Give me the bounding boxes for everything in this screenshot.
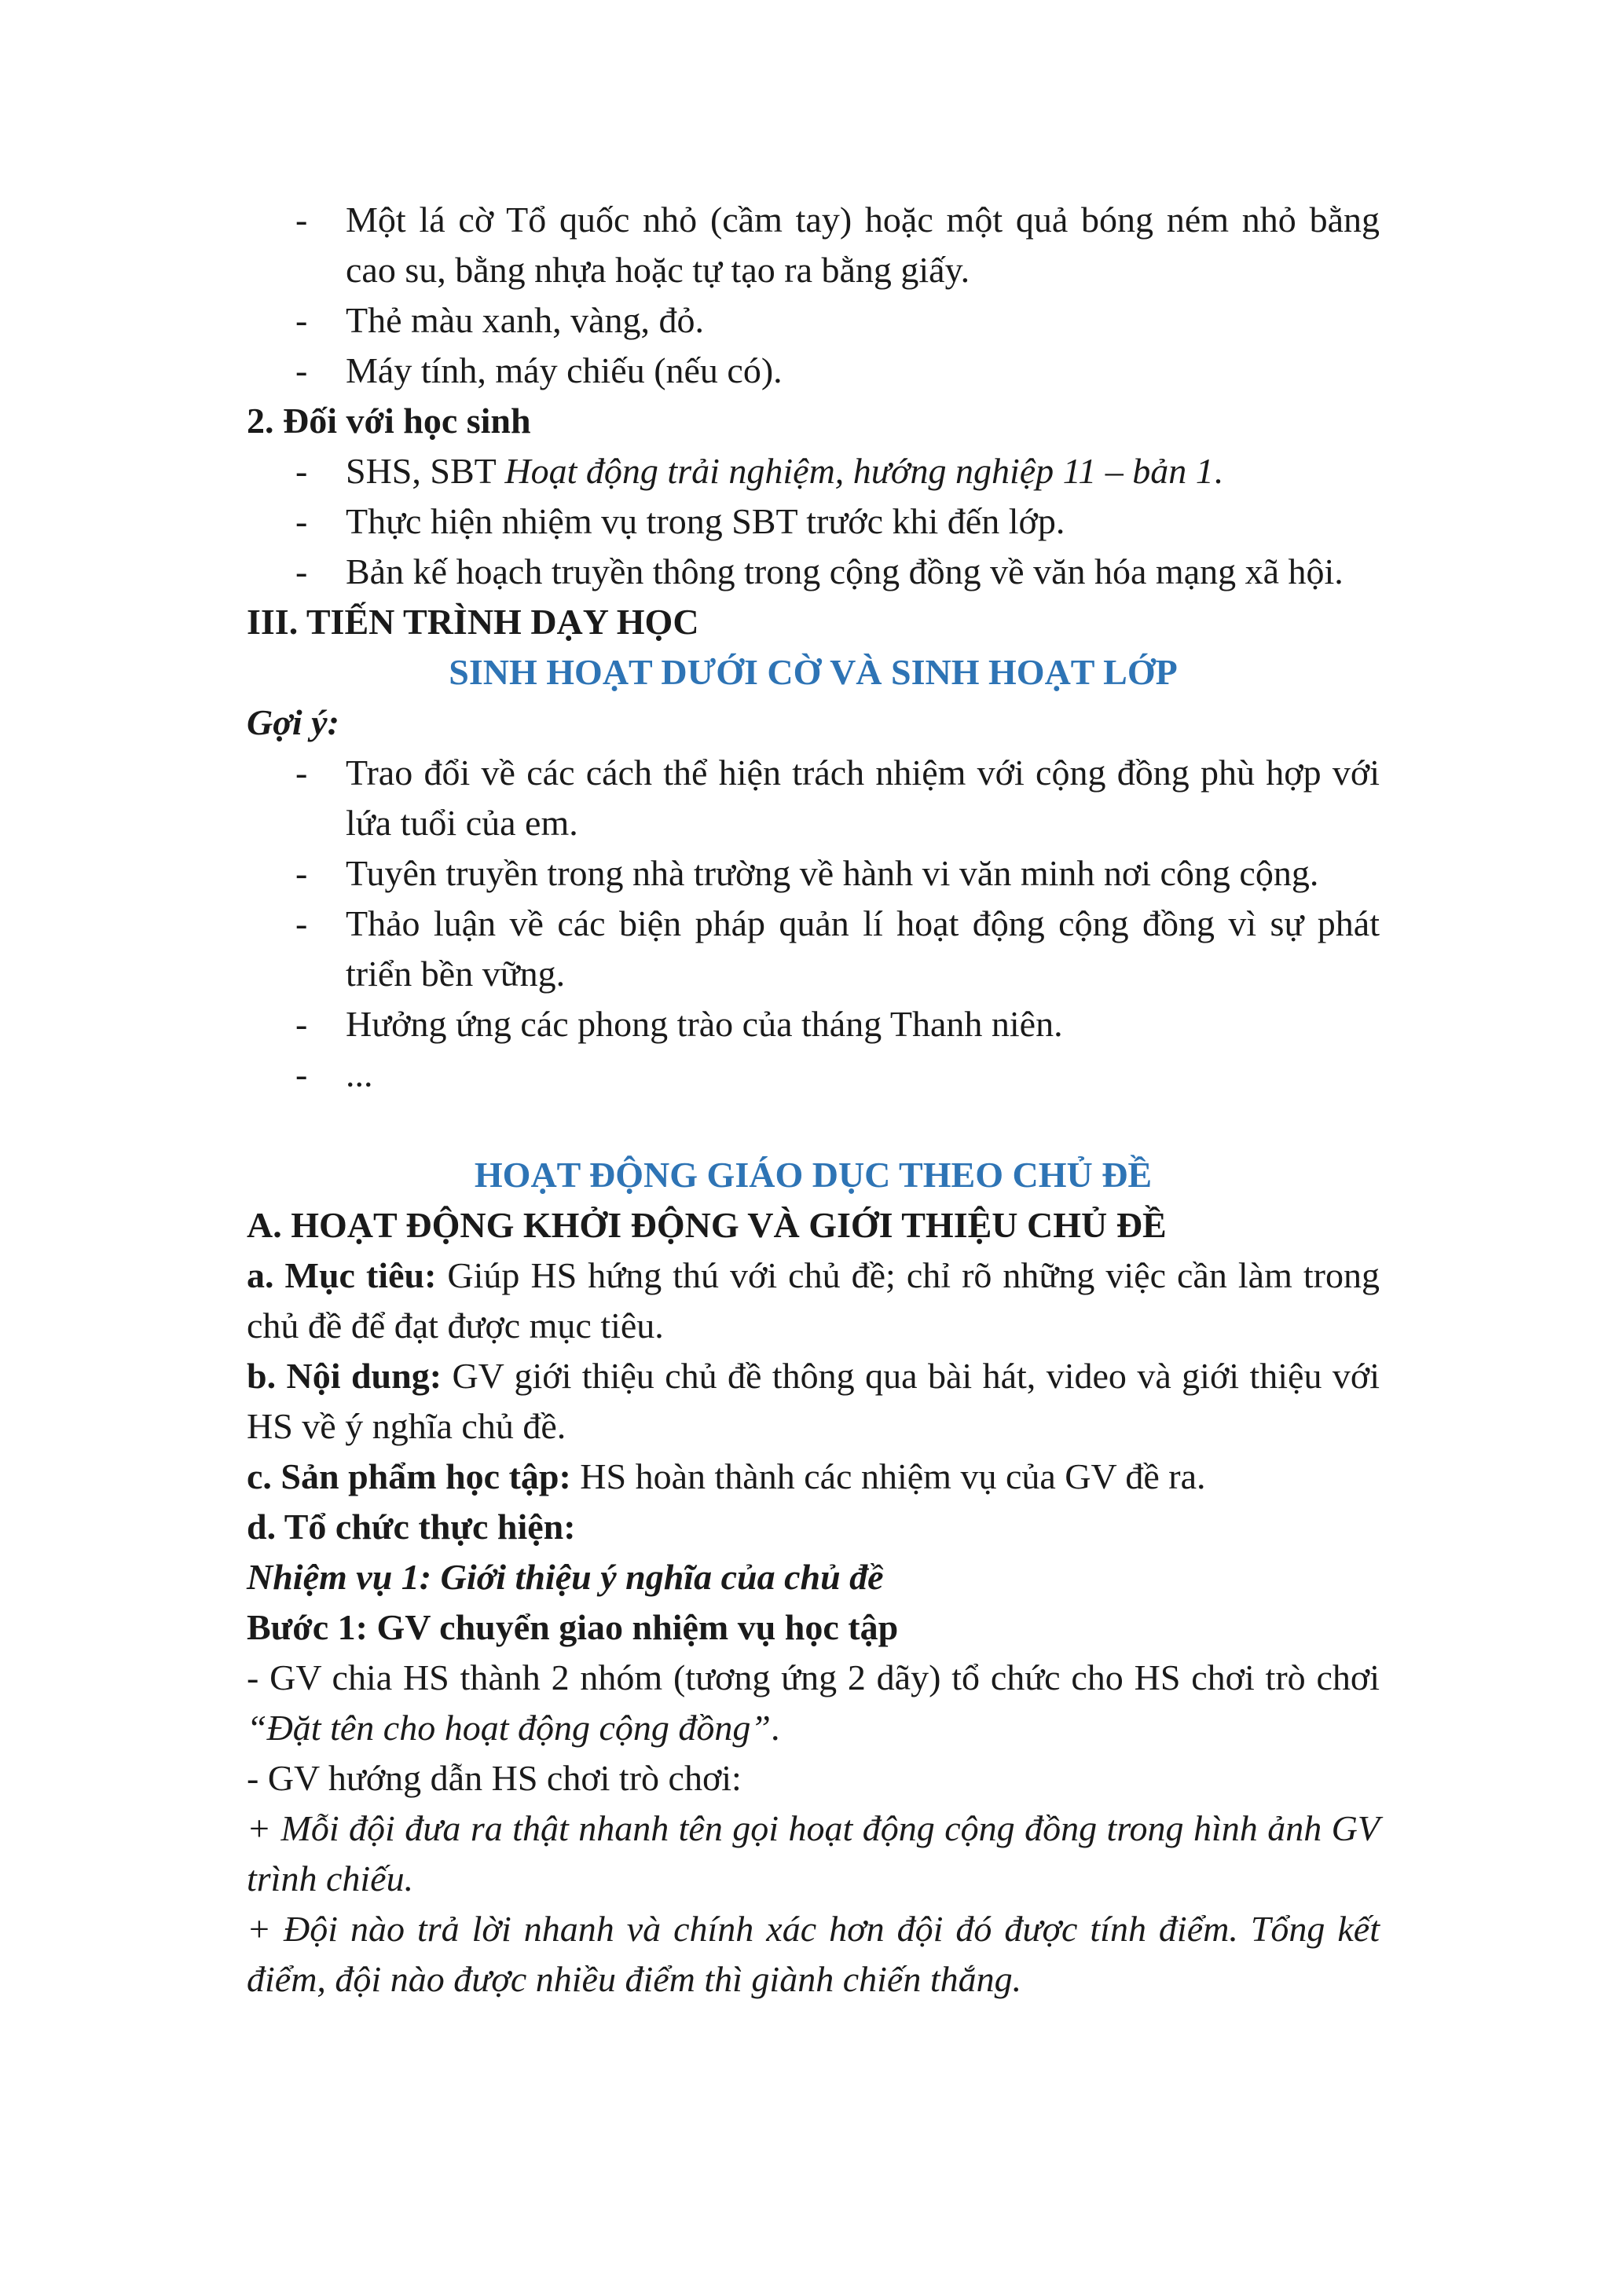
bullet-dash: - [295, 200, 308, 240]
list-item [247, 496, 1380, 547]
bullet-dash: - [295, 853, 308, 893]
bullet-dash: - [295, 300, 308, 340]
goal-label: a. Mục tiêu: [247, 1255, 437, 1295]
suggest-label: Gợi ý: [247, 702, 339, 742]
list-item-text: SHS, SBT [346, 451, 505, 491]
game-name: “Đặt tên cho hoạt động cộng đồng” [247, 1708, 771, 1748]
bullet-dash: - [295, 753, 308, 793]
list-item [247, 446, 1380, 496]
list-item-text: Hưởng ứng các phong trào của tháng Thanh niên. [346, 1004, 1063, 1044]
list-item [247, 848, 1380, 899]
task-1-heading: Nhiệm vụ 1: Giới thiệu ý nghĩa của chủ đề [247, 1557, 884, 1597]
spacer [247, 1100, 1380, 1150]
list-item [247, 195, 1380, 295]
list-item-text: Máy tính, máy chiếu (nếu có). [346, 350, 783, 390]
bullet-dash: - [295, 1054, 308, 1094]
bullet-dash: - [295, 551, 308, 591]
list-item-text: ... [346, 1054, 373, 1094]
list-item-text: Thảo luận về các biện pháp quản lí hoạt động cộng đồng vì sự phát triển bền vững. [346, 903, 1380, 994]
content-text: GV giới thiệu chủ đề thông qua bài hát, video và giới thiệu với HS về ý nghĩa chủ đề. [247, 1356, 1380, 1446]
product-paragraph [247, 1452, 1380, 1502]
organization-heading: d. Tổ chức thực hiện: [247, 1507, 576, 1547]
list-item [247, 547, 1380, 597]
bullet-dash: - [295, 1004, 308, 1044]
list-item [247, 295, 1380, 346]
bullet-dash: - [295, 501, 308, 541]
content-paragraph [247, 1351, 1380, 1452]
bullet-dash: - [295, 350, 308, 390]
content-label: b. Nội dung: [247, 1356, 442, 1396]
list-item [247, 346, 1380, 396]
list-item-text: Trao đổi về các cách thể hiện trách nhiệm với cộng đồng phù hợp với lứa tuổi của em. [346, 753, 1380, 843]
paragraph [247, 1653, 1380, 1753]
list-item [247, 999, 1380, 1049]
list-item-text: Tuyên truyền trong nhà trường về hành vi văn minh nơi công cộng. [346, 853, 1319, 893]
list-item-text: Thực hiện nhiệm vụ trong SBT trước khi đến lớp. [346, 501, 1065, 541]
product-text: HS hoàn thành các nhiệm vụ của GV đề ra. [570, 1456, 1206, 1496]
flag-activity-title: SINH HOẠT DƯỚI CỜ VÀ SINH HOẠT LỚP [449, 652, 1178, 692]
goal-text: Giúp HS hứng thú với chủ đề; chỉ rõ những việc cần làm trong chủ đề để đạt được mục tiêu. [247, 1255, 1380, 1346]
list-item-text: Một lá cờ Tổ quốc nhỏ (cầm tay) hoặc một quả bóng ném nhỏ bằng cao su, bằng nhựa hoặc tự tạo ra bằng giấy. [346, 200, 1380, 290]
list-item [247, 1049, 1380, 1100]
list-item-text: Thẻ màu xanh, vàng, đỏ. [346, 300, 705, 340]
bullet-dash: - [295, 903, 308, 943]
goal-paragraph [247, 1251, 1380, 1351]
students-heading: 2. Đối với học sinh [247, 401, 531, 441]
paragraph: - GV hướng dẫn HS chơi trò chơi: [247, 1758, 742, 1798]
paragraph-text: - GV chia HS thành 2 nhóm (tương ứng 2 dãy) tổ chức cho HS chơi trò chơi [247, 1657, 1380, 1697]
product-label: c. Sản phẩm học tập: [247, 1456, 571, 1496]
book-title: Hoạt động trải nghiệm, hướng nghiệp 11 – bản 1 [504, 451, 1214, 491]
paragraph-end: . [770, 1708, 780, 1748]
game-rule: + Mỗi đội đưa ra thật nhanh tên gọi hoạt động cộng đồng trong hình ảnh GV trình chiếu. [247, 1808, 1380, 1899]
list-item [247, 899, 1380, 999]
section-3-heading: III. TIẾN TRÌNH DẠY HỌC [247, 602, 699, 642]
topic-title: HOẠT ĐỘNG GIÁO DỤC THEO CHỦ ĐỀ [474, 1155, 1153, 1195]
page-content [247, 195, 1380, 2005]
list-item-text: Bản kế hoạch truyền thông trong cộng đồng về văn hóa mạng xã hội. [346, 551, 1344, 591]
game-rule: + Đội nào trả lời nhanh và chính xác hơn đội đó được tính điểm. Tổng kết điểm, đội nào được nhiều điểm thì giành chiến thắng. [247, 1909, 1380, 1999]
list-item [247, 748, 1380, 848]
step-1-heading: Bước 1: GV chuyển giao nhiệm vụ học tập [247, 1607, 899, 1647]
part-a-heading: A. HOẠT ĐỘNG KHỞI ĐỘNG VÀ GIỚI THIỆU CHỦ ĐỀ [247, 1205, 1167, 1245]
bullet-dash: - [295, 451, 308, 491]
list-item-end: . [1213, 451, 1223, 491]
